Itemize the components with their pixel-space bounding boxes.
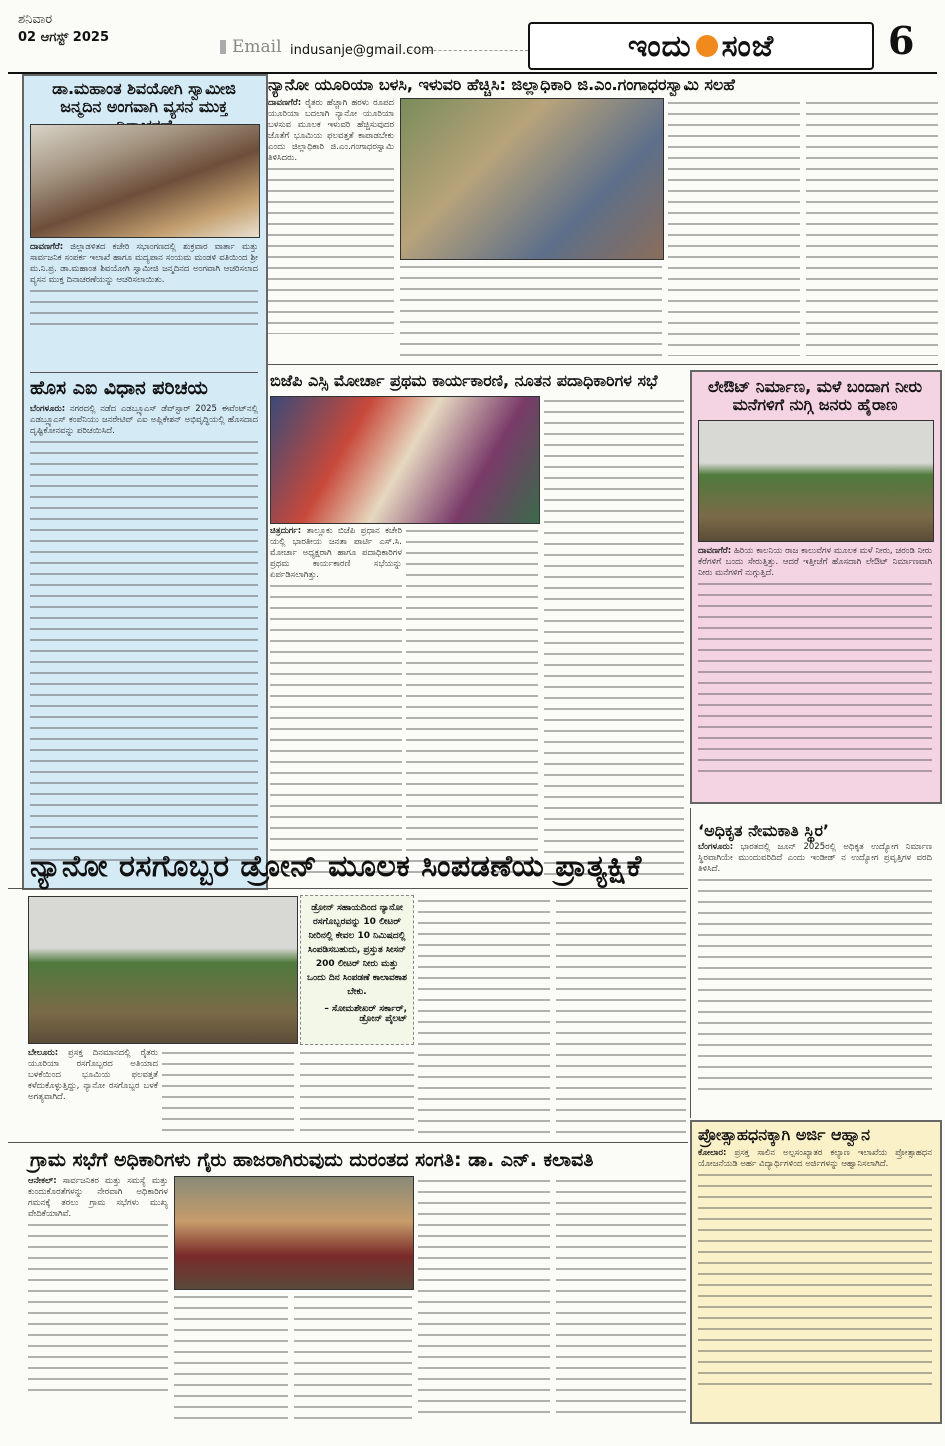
- body-text-lines: [544, 396, 684, 882]
- article-headline: ಹೊಸ ಎಐ ವಿಧಾನ ಪರಿಚಯ: [30, 377, 208, 399]
- article-dateline: ಬೆಂಗಳೂರು:: [30, 404, 66, 414]
- article-body-continued: [544, 396, 684, 882]
- article-photo: [400, 98, 664, 260]
- body-text-lines: [418, 1176, 550, 1420]
- article-lead: ಪ್ರಸಕ್ತ ಸಾಲಿನ ಅಲ್ಪಸಂಖ್ಯಾತರ ಕಲ್ಯಾಣ ಇಲಾಖೆಯ ಪ್ರೋತ್ಸಾಹಧನ ಯೋಜನೆಯಡಿ ಅರ್ಹ ವಿದ್ಯಾರ್ಥಿಗಳಿಂದ ಅರ್ಜಿಗಳನ್ನು ಆಹ್ವಾನಿಸಲಾಗಿದೆ.: [698, 1148, 932, 1169]
- page-number: 6: [888, 18, 915, 63]
- article-lead: ಪ್ರಸಕ್ತ ದಿನಮಾನದಲ್ಲಿ ರೈತರು ಯೂರಿಯಾ ರಸಗೊಬ್ಬರದ ಅತಿಯಾದ ಬಳಕೆಯಿಂದ ಭೂಮಿಯ ಫಲವತ್ತತೆ ಕಳೆದುಕೊಳ್ಳುತ್ತಿದ್ದು, ನ್ಯಾನೋ ರಸಗೊಬ್ಬರ ಬಳಕೆ ಅಗತ್ಯವಾಗಿದೆ.: [28, 1048, 158, 1102]
- article-body-continued: [418, 1176, 550, 1420]
- article-photo: [30, 124, 260, 238]
- body-text-lines: [556, 896, 686, 1138]
- column-divider: [690, 808, 691, 1118]
- article-headline: ಬಿಜೆಪಿ ಎಸ್ಸಿ ಮೋರ್ಚಾ ಪ್ರಥಮ ಕಾರ್ಯಕಾರಣಿ, ನೂತನ ಪದಾಧಿಕಾರಿಗಳ ಸಭೆ: [270, 371, 658, 390]
- divider: [268, 364, 938, 365]
- body-text-lines: [806, 98, 938, 356]
- article-body: [30, 404, 258, 880]
- masthead-left: ಇಂದು: [627, 28, 692, 64]
- article-photo: [174, 1176, 414, 1290]
- issue-date: 02 ಆಗಸ್ಟ್ 2025: [18, 30, 109, 45]
- article-photo: [270, 396, 540, 524]
- article-body-continued: [300, 1048, 414, 1138]
- article-body: [28, 1176, 168, 1420]
- article-body-continued: [406, 526, 538, 882]
- callout-text: ಡ್ರೋನ್ ಸಹಾಯದಿಂದ ನ್ಯಾನೋ ರಸಗೊಬ್ಬರವನ್ನು 10 ಲೀಟರ್ ನೀರಿನಲ್ಲಿ ಕೇವಲ 10 ನಿಮಿಷದಲ್ಲಿ ಸಿಂಪಡಿಸಬಹುದು, ಪ್ರಸ್ತುತ ಸೀಸನ್ 200 ಲೀಟರ್ ನೀರು ಮತ್ತು ಒಂದು ದಿನ ಸಿಂಪಡಣೆ ಕಾಲಾವಕಾಶ ಬೇಕು.: [307, 903, 407, 997]
- article-photo: [698, 420, 934, 542]
- callout-author: – ಸೋಮಶೇಖರ್ ಸರ್ಕಾರ್, ಡ್ರೋನ್ ಪೈಲಟ್: [324, 1004, 407, 1024]
- article-headline: ಗ್ರಾಮ ಸಭೆಗೆ ಅಧಿಕಾರಿಗಳು ಗೈರು ಹಾಜರಾಗಿರುವುದು ದುರಂತದ ಸಂಗತಿ: ಡಾ. ಎನ್. ಕಲಾವತಿ: [30, 1149, 594, 1171]
- article-dateline: ಬೆಂಗಳೂರು:: [698, 842, 734, 852]
- article-lead: ಭಾರತದಲ್ಲಿ ಜೂನ್ 2025ರಲ್ಲಿ ಅಧಿಕೃತ ಉದ್ಯೋಗ ನಿರ್ಮಾಣ ಸ್ಥಿರವಾಗಿಯೇ ಮುಂದುವರಿದಿದೆ ಎಂದು ಇಂಡೀಡ್ ನ ಉದ್ಯೋಗ ಪ್ರವೃತ್ತಿಗಳ ವರದಿ ತಿಳಿಸಿದೆ.: [698, 842, 932, 874]
- body-text-lines: [698, 875, 932, 1095]
- article-dateline: ಚಿತ್ರದುರ್ಗ:: [270, 526, 302, 536]
- article-dateline: ದಾವಣಗೆರೆ:: [268, 98, 302, 108]
- body-text-lines: [300, 1048, 414, 1138]
- article-headline: ಲೇಔಟ್ ನಿರ್ಮಾಣ, ಮಳೆ ಬಂದಾಗ ನೀರು ಮನೆಗಳಿಗೆ ನುಗ್ಗಿ ಜನರು ಹೈರಾಣ: [707, 377, 923, 415]
- article-headline: ‘ಅಧಿಕೃತ ನೇಮಕಾತಿ ಸ್ಥಿರ’: [698, 821, 829, 840]
- masthead-right: ಸಂಜೆ: [721, 28, 775, 64]
- divider: [8, 888, 688, 889]
- body-text-lines: [268, 164, 394, 334]
- body-text-lines: [174, 1292, 288, 1420]
- email-label: Email: [232, 37, 282, 57]
- article-lead: ಜಿಲ್ಲಾಡಳಿತದ ಕಚೇರಿ ಸಭಾಂಗಣದಲ್ಲಿ ಶುಕ್ರವಾರ ವಾರ್ತಾ ಮತ್ತು ಸಾರ್ವಜನಿಕ ಸಂಪರ್ಕ ಇಲಾಖೆ ಹಾಗೂ ಮದ್ಯಪಾನ ಸಂಯಮ ಮಂಡಳಿ ವತಿಯಿಂದ ಶ್ರೀ ಮ.ನಿ.ಪ್ರ. ಡಾ.ಮಹಾಂತ ಶಿವಯೋಗಿ ಸ್ವಾಮೀಜಿ ಜನ್ಮದಿನದ ಅಂಗವಾಗಿ ಆಚರಿಸಲಾದ ವ್ಯಸನ ಮುಕ್ತ ದಿನಾಚರಣೆಯನ್ನು ಆಚರಿಸಲಾಯಿತು.: [30, 242, 258, 285]
- divider: [8, 1142, 688, 1143]
- article-body-continued: [418, 896, 550, 1138]
- day-label: ಶನಿವಾರ: [18, 12, 53, 27]
- sun-icon: [696, 35, 718, 57]
- article-body: [698, 1148, 932, 1414]
- article-dateline: ದಾವಣಗೆರೆ:: [30, 242, 64, 252]
- article-body-continued: [294, 1292, 412, 1420]
- article-headline: ಪ್ರೋತ್ಸಾಹಧನಕ್ಕಾಗಿ ಅರ್ಜಿ ಆಹ್ವಾನ: [698, 1125, 871, 1144]
- quote-callout: [300, 895, 414, 1045]
- body-text-lines: [30, 437, 258, 867]
- body-text-lines: [28, 1220, 168, 1400]
- article-lead: ಹಿರಿಯ ಕಾಲನಿಯ ರಾಜ ಕಾಲುವೆಗಳ ಮೂಲಕ ಮಳೆ ನೀರು, ಚರಂಡಿ ನೀರು ಕೆರೆಗಳಿಗೆ ಬಂದು ಸೇರುತ್ತಿತ್ತು. ಆದರೆ ಇತ್ತೀಚೆಗೆ ಹೊಸದಾಗಿ ಲೇಔಟ್ ನಿರ್ಮಾಣವಾಗಿ ನೀರು ಮನೆಗಳಿಗೆ ನುಗ್ಗುತ್ತಿದೆ.: [698, 546, 932, 578]
- article-dateline: ದಾವಣಗೆರೆ:: [698, 546, 732, 556]
- masthead: [528, 22, 874, 70]
- article-lead: ತಾಲ್ಲೂಕು ಬಿಜೆಪಿ ಪ್ರಧಾನ ಕಚೇರಿ ಯಲ್ಲಿ ಭಾರತೀಯ ಜನತಾ ಪಾರ್ಟಿ ಎಸ್.ಸಿ. ಮೋರ್ಚಾ ಅಧ್ಯಕ್ಷರಾಗಿ ಹಾಗೂ ಪದಾಧಿಕಾರಿಗಳ ಪ್ರಥಮ ಕಾರ್ಯಕಾರಣಿ ಸಭೆಯನ್ನು ಏರ್ಪಡಿಸಲಾಗಿತ್ತು.: [270, 526, 402, 580]
- article-dateline: ಆನೇಕಲ್:: [28, 1176, 57, 1186]
- body-text-lines: [418, 896, 550, 1138]
- body-text-lines: [406, 526, 538, 882]
- article-lead: ರೈತರು ಹೆಚ್ಚಾಗಿ ಹರಳು ರೂಪದ ಯೂರಿಯಾ ಬದಲಾಗಿ ನ್ಯಾನೋ ಯೂರಿಯಾ ಬಳಸುವ ಮೂಲಕ ಇಳುವರಿ ಹೆಚ್ಚಿಸುವುದರ ಜೊತೆಗೆ ಭೂಮಿಯ ಫಲವತ್ತತೆ ಕಾಪಾಡಬೇಕು ಎಂದು ಜಿಲ್ಲಾಧಿಕಾರಿ ಜಿ.ಎಂ.ಗಂಗಾಧರಸ್ವಾಮಿ ತಿಳಿಸಿದರು.: [268, 98, 394, 163]
- article-dateline: ಬೇಲೂರು:: [28, 1048, 59, 1058]
- article-body: [28, 1048, 158, 1138]
- article-body: [698, 546, 932, 794]
- article-body: [268, 98, 394, 356]
- email-link[interactable]: indusanje@gmail.com: [290, 43, 434, 58]
- article-body-continued: [556, 1176, 686, 1420]
- article-body-continued: [400, 262, 662, 356]
- article-dateline: ಕೋಲಾರ:: [698, 1148, 727, 1158]
- body-text-lines: [30, 286, 258, 326]
- body-text-lines: [698, 579, 932, 779]
- body-text-lines: [556, 1176, 686, 1420]
- article-headline: ನ್ಯಾನೋ ರಸಗೊಬ್ಬರ ಡ್ರೋನ್ ಮೂಲಕ ಸಿಂಪಡಣೆಯ ಪ್ರಾತ್ಯಕ್ಷಿಕೆ: [30, 849, 642, 884]
- article-lead: ನಗರದಲ್ಲಿ ನಡೆದ ಎಡಬ್ಲ್ಯೂಎಸ್ ಡೆವ್‌ಸ್ಟಾರ್ 2025 ಈವೆಂಟ್‌ನಲ್ಲಿ ಎಡಬ್ಲ್ಯೂಎಸ್ ಕಂಪೆನಿಯು ಜನರೇಟಿವ್ ಎಐ ಅಪ್ಲಿಕೇಶನ್ ಅಭಿವೃದ್ಧಿಯಲ್ಲಿ ಹೊಸದಾದ ದೃಷ್ಟಿಕೋನವನ್ನು ಪರಿಚಯಿಸಿದೆ.: [30, 404, 258, 436]
- divider: [30, 372, 258, 373]
- article-body-continued: [668, 98, 800, 356]
- body-text-lines: [400, 262, 662, 356]
- article-photo: [28, 896, 298, 1044]
- article-headline: ಡಾ.ಮಹಾಂತ ಶಿವಯೋಗಿ ಸ್ವಾಮೀಜಿ ಜನ್ಮದಿನ ಅಂಗವಾಗಿ ವ್ಯಸನ ಮುಕ್ತ: [52, 79, 236, 117]
- body-text-lines: [698, 1170, 932, 1390]
- article-body-continued: [556, 896, 686, 1138]
- article-body: [698, 842, 932, 1112]
- body-text-lines: [270, 581, 402, 881]
- article-body: [30, 242, 258, 352]
- article-body-continued: [162, 1048, 294, 1138]
- article-body-continued: [174, 1292, 288, 1420]
- article-lead: ಸಾರ್ವಜನಿಕರ ಮತ್ತು ಸಮಸ್ಯೆ ಮತ್ತು ಕುಂದುಕೊರತೆಗಳನ್ನು ನೇರವಾಗಿ ಅಧಿಕಾರಿಗಳ ಗಮನಕ್ಕೆ ತರಲು ಗ್ರಾಮ ಸಭೆಗಳು ಮುಖ್ಯ ವೇದಿಕೆಯಾಗಿವೆ.: [28, 1176, 168, 1219]
- body-text-lines: [294, 1292, 412, 1420]
- body-text-lines: [668, 98, 800, 356]
- header-divider: [408, 50, 528, 51]
- article-headline: ನ್ಯಾನೋ ಯೂರಿಯಾ ಬಳಸಿ, ಇಳುವರಿ ಹೆಚ್ಚಿಸಿ: ಜಿಲ್ಲಾಧಿಕಾರಿ ಜಿ.ಎಂ.ಗಂಗಾಧರಸ್ವಾಮಿ ಸಲಹೆ: [268, 75, 735, 94]
- article-body-continued: [806, 98, 938, 356]
- body-text-lines: [162, 1048, 294, 1138]
- article-body: [270, 526, 402, 882]
